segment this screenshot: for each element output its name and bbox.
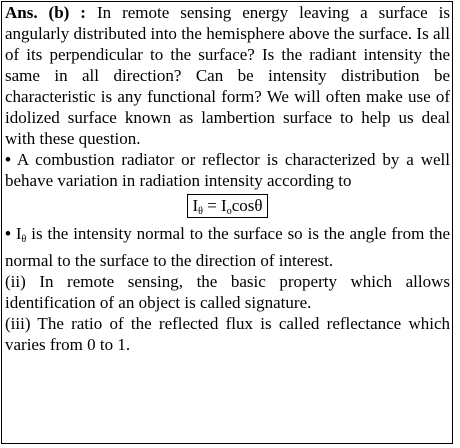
answer-content	[5, 2, 450, 355]
formula-lhs: I	[192, 196, 199, 215]
bullet-intensity-subscript: θ	[21, 234, 27, 245]
answer-intro-text: In remote sensing energy leaving a surface is angularly distributed into the hemisphere above the surface. Is all of its perpendicular to the surface? Is the radiant intensity the same in all direction? Can be intensity distribution be characteristic is any functional form? We will often make use of idolized surface known as lambertion surface to help us deal with these question.	[5, 3, 450, 148]
formula-rhs: I	[221, 196, 227, 215]
formula-container	[5, 194, 450, 220]
formula-equals: =	[202, 196, 222, 215]
intensity-formula	[187, 194, 267, 218]
bullet-combustion-text: A combustion radiator or reflector is characterized by a well behave variation in radiation intensity according to	[5, 150, 451, 190]
answer-label: Ans. (b) :	[5, 3, 86, 22]
point-iii: (iii) The ratio of the reflected flux is called reflectance which varies from 0 to 1.	[5, 314, 450, 354]
bullet-intensity-symbol: I	[15, 224, 22, 243]
bullet-combustion-radiator	[5, 149, 450, 191]
bullet-intensity-normal	[5, 223, 450, 271]
formula-rhs-tail: cosθ	[231, 196, 263, 215]
point-ii: (ii) In remote sensing, the basic property which allows identification of an object is called signature.	[5, 272, 450, 312]
bullet-icon: •	[5, 150, 11, 169]
bullet-intensity-text: is the intensity normal to the surface so is the angle from the normal to the surface to the direction of interest.	[5, 224, 451, 270]
formula-rhs-subscript: o	[226, 206, 232, 217]
bullet-icon: •	[5, 224, 11, 243]
answer-intro-paragraph	[5, 2, 450, 149]
formula-lhs-subscript: θ	[198, 206, 203, 217]
